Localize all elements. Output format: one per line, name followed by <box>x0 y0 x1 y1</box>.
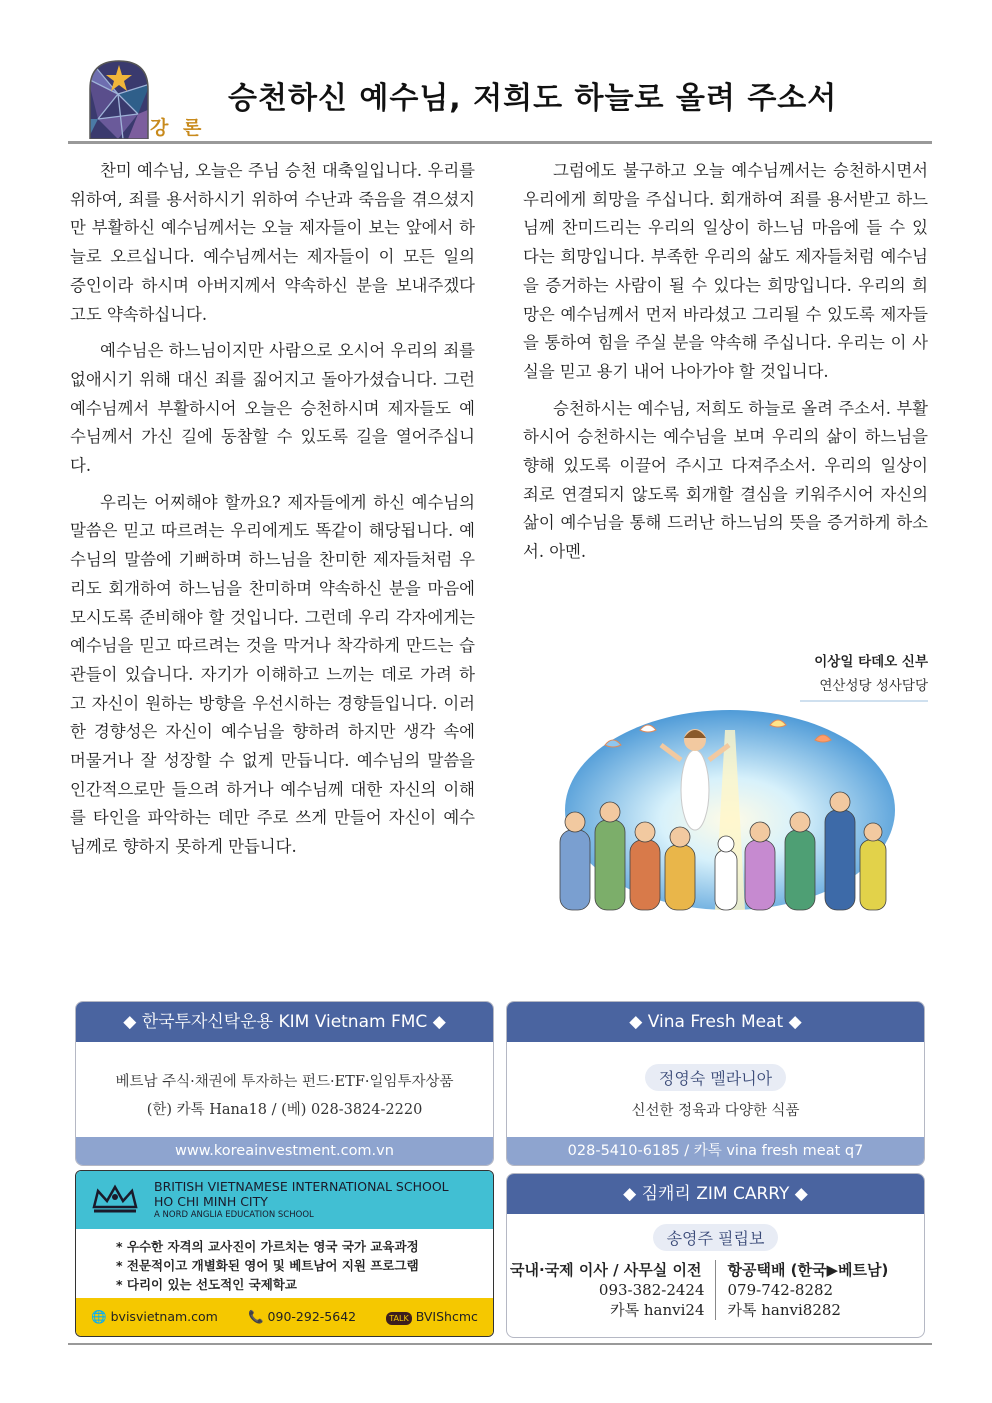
kakao-talk-icon: TALK <box>386 1312 411 1325</box>
author-name: 이상일 타데오 신부 <box>814 654 928 670</box>
ad-kim-vietnam <box>75 1001 494 1166</box>
page-title: 승천하신 예수님, 저희도 하늘로 올려 주소서 <box>228 81 838 116</box>
phone-icon: 📞 <box>247 1309 264 1324</box>
ad-title: ◆ 짐캐리 ZIM CARRY ◆ <box>507 1174 924 1214</box>
ad-description: 베트남 주식·채권에 투자하는 펀드·ETF·일임투자상품 <box>115 1074 454 1090</box>
school-phone[interactable]: 📞 090-292-5642 <box>247 1309 357 1324</box>
ad-body <box>507 1214 924 1251</box>
section-label: 강 론 <box>150 117 206 139</box>
ad-title: ◆ 한국투자신탁운용 KIM Vietnam FMC ◆ <box>76 1002 493 1042</box>
author-role: 연산성당 성사담당 <box>819 678 928 694</box>
article-paragraph: 우리는 어찌해야 할까요? 제자들에게 하신 예수님의 말씀은 믿고 따르려는 우리에게도 똑같이 해당됩니다. 예수님의 말씀에 기뻐하며 하느님을 찬미한 제자들처럼 우리도 회개하여 하느님을 찬미하며 약속하신 분을 마음에 모시도록 준비해야 할 것입니다. 그런데 우리 각자에게는 예수님을 믿고 따르려는 것을 막거나 착각하게 만드는 습관들이 있습니다. 자기가 이해하고 느끼는 데로 가려 하고 자신이 원하는 방향을 우선시하는 경향들입니다. 이러한 경향성은 자신이 예수님을 향하려 하지만 생각 속에 머물거나 잘 성장할 수 없게 만듭니다. 예수님의 말씀을 인간적으로만 들으려 하거나 예수님께 대한 자신의 이해를 타인을 파악하는 데만 주로 쓰게 만들어 자신이 예수님께로 향하지 못하게 만듭니다. <box>70 492 475 857</box>
footer-divider <box>68 1343 932 1345</box>
ad-title: ◆ Vina Fresh Meat ◆ <box>507 1002 924 1042</box>
ad-bvis-school <box>75 1170 494 1337</box>
feature-item: * 다리이 있는 선도적인 국제학교 <box>116 1277 297 1292</box>
ad-contact: 028-5410-6185 / 카톡 vina fresh meat q7 <box>507 1137 924 1165</box>
school-contacts <box>76 1298 493 1336</box>
zim-services <box>507 1260 924 1320</box>
globe-icon: 🌐 <box>91 1309 107 1324</box>
author-byline <box>814 650 928 698</box>
zim-air-cargo-service: 항공택배 (한국▶베트남) 079-742-8282 카톡 hanvi8282 <box>727 1261 889 1319</box>
ad-contact: (한) 카톡 Hana18 / (베) 028-3824-2220 <box>146 1102 423 1118</box>
page-header <box>68 55 932 145</box>
ad-vina-fresh-meat <box>506 1001 925 1166</box>
crown-logo-icon <box>90 1181 140 1217</box>
school-name: BRITISH VIETNAMESE INTERNATIONAL SCHOOL HO CHI MINH CITY A NORD ANGLIA EDUCATION SCHOOL <box>154 1179 449 1220</box>
ad-body <box>76 1042 493 1124</box>
ad-zim-carry <box>506 1173 925 1338</box>
ad-owner-name: 정영숙 멜라니아 <box>645 1064 786 1091</box>
feature-item: * 우수한 자격의 교사진이 가르치는 영국 국가 교육과정 <box>116 1239 419 1254</box>
school-website-link[interactable]: 🌐 bvisvietnam.com <box>91 1309 218 1324</box>
article-left-column <box>70 157 475 870</box>
header-divider <box>68 141 932 144</box>
feature-item: * 전문적이고 개별화된 영어 및 베트남어 지원 프로그램 <box>116 1258 419 1273</box>
ad-url[interactable]: www.koreainvestment.com.vn <box>76 1137 493 1165</box>
ad-description: 신선한 정육과 다양한 식품 <box>631 1103 800 1119</box>
ad-owner-name: 송영주 필립보 <box>653 1224 779 1251</box>
article-right-column <box>523 157 928 575</box>
article-paragraph: 예수님은 하느님이지만 사람으로 오시어 우리의 죄를 없애시기 위해 대신 죄를 짊어지고 돌아가셨습니다. 그런 예수님께서 부활하시어 오늘은 승천하시며 제자들도 예수님께서 가신 길에 동참할 수 있도록 길을 열어주십니다. <box>70 341 475 476</box>
school-features <box>76 1229 493 1298</box>
ad-school-banner <box>76 1171 493 1229</box>
article-paragraph: 찬미 예수님, 오늘은 주님 승천 대축일입니다. 우리를 위하여, 죄를 용서하시기 위하여 수난과 죽음을 겪으셨지만 부활하신 예수님께서는 오늘 제자들이 보는 앞에서 하늘로 오르십니다. 예수님께서는 제자들이 이 모든 일의 증인이라 하시며 아버지께서 약속하신 분을 보내주겠다고도 약속하십니다. <box>70 161 475 324</box>
school-kakao[interactable]: TALK BVIShcmc <box>386 1309 478 1325</box>
article-paragraph: 승천하시는 예수님, 저희도 하늘로 올려 주소서. 부활하시어 승천하시는 예수님을 보며 우리의 삶이 하느님을 향해 있도록 이끌어 주시고 다져주소서. 우리의 일상이 죄로 연결되지 않도록 회개할 결심을 키워주시어 자신의 삶이 예수님을 통해 드러난 하느님의 뜻을 증거하게 하소서. 아멘. <box>523 398 928 562</box>
stained-glass-window-icon <box>88 59 150 139</box>
article-paragraph: 그럼에도 불구하고 오늘 예수님께서는 승천하시면서 우리에게 희망을 주십니다. 회개하여 죄를 용서받고 하느님께 찬미드리는 우리의 일상이 하느님 마음에 들 수 있다는 희망입니다. 부족한 우리의 삶도 제자들처럼 예수님을 증거하는 사람이 될 수 있다는 희망입니다. 우리의 희망은 예수님께서 먼저 바라셨고 그리될 수 있도록 제자들을 통하여 힘을 주실 분을 약속해 주십니다. 우리는 이 사실을 믿고 용기 내어 나아가야 할 것입니다. <box>523 161 928 381</box>
byline-underline <box>800 700 928 702</box>
zim-moving-service: 국내·국제 이사 / 사무실 이전 093-382-2424 카톡 hanvi24 <box>507 1260 716 1320</box>
ad-body <box>507 1042 924 1120</box>
ascension-illustration <box>545 710 915 920</box>
